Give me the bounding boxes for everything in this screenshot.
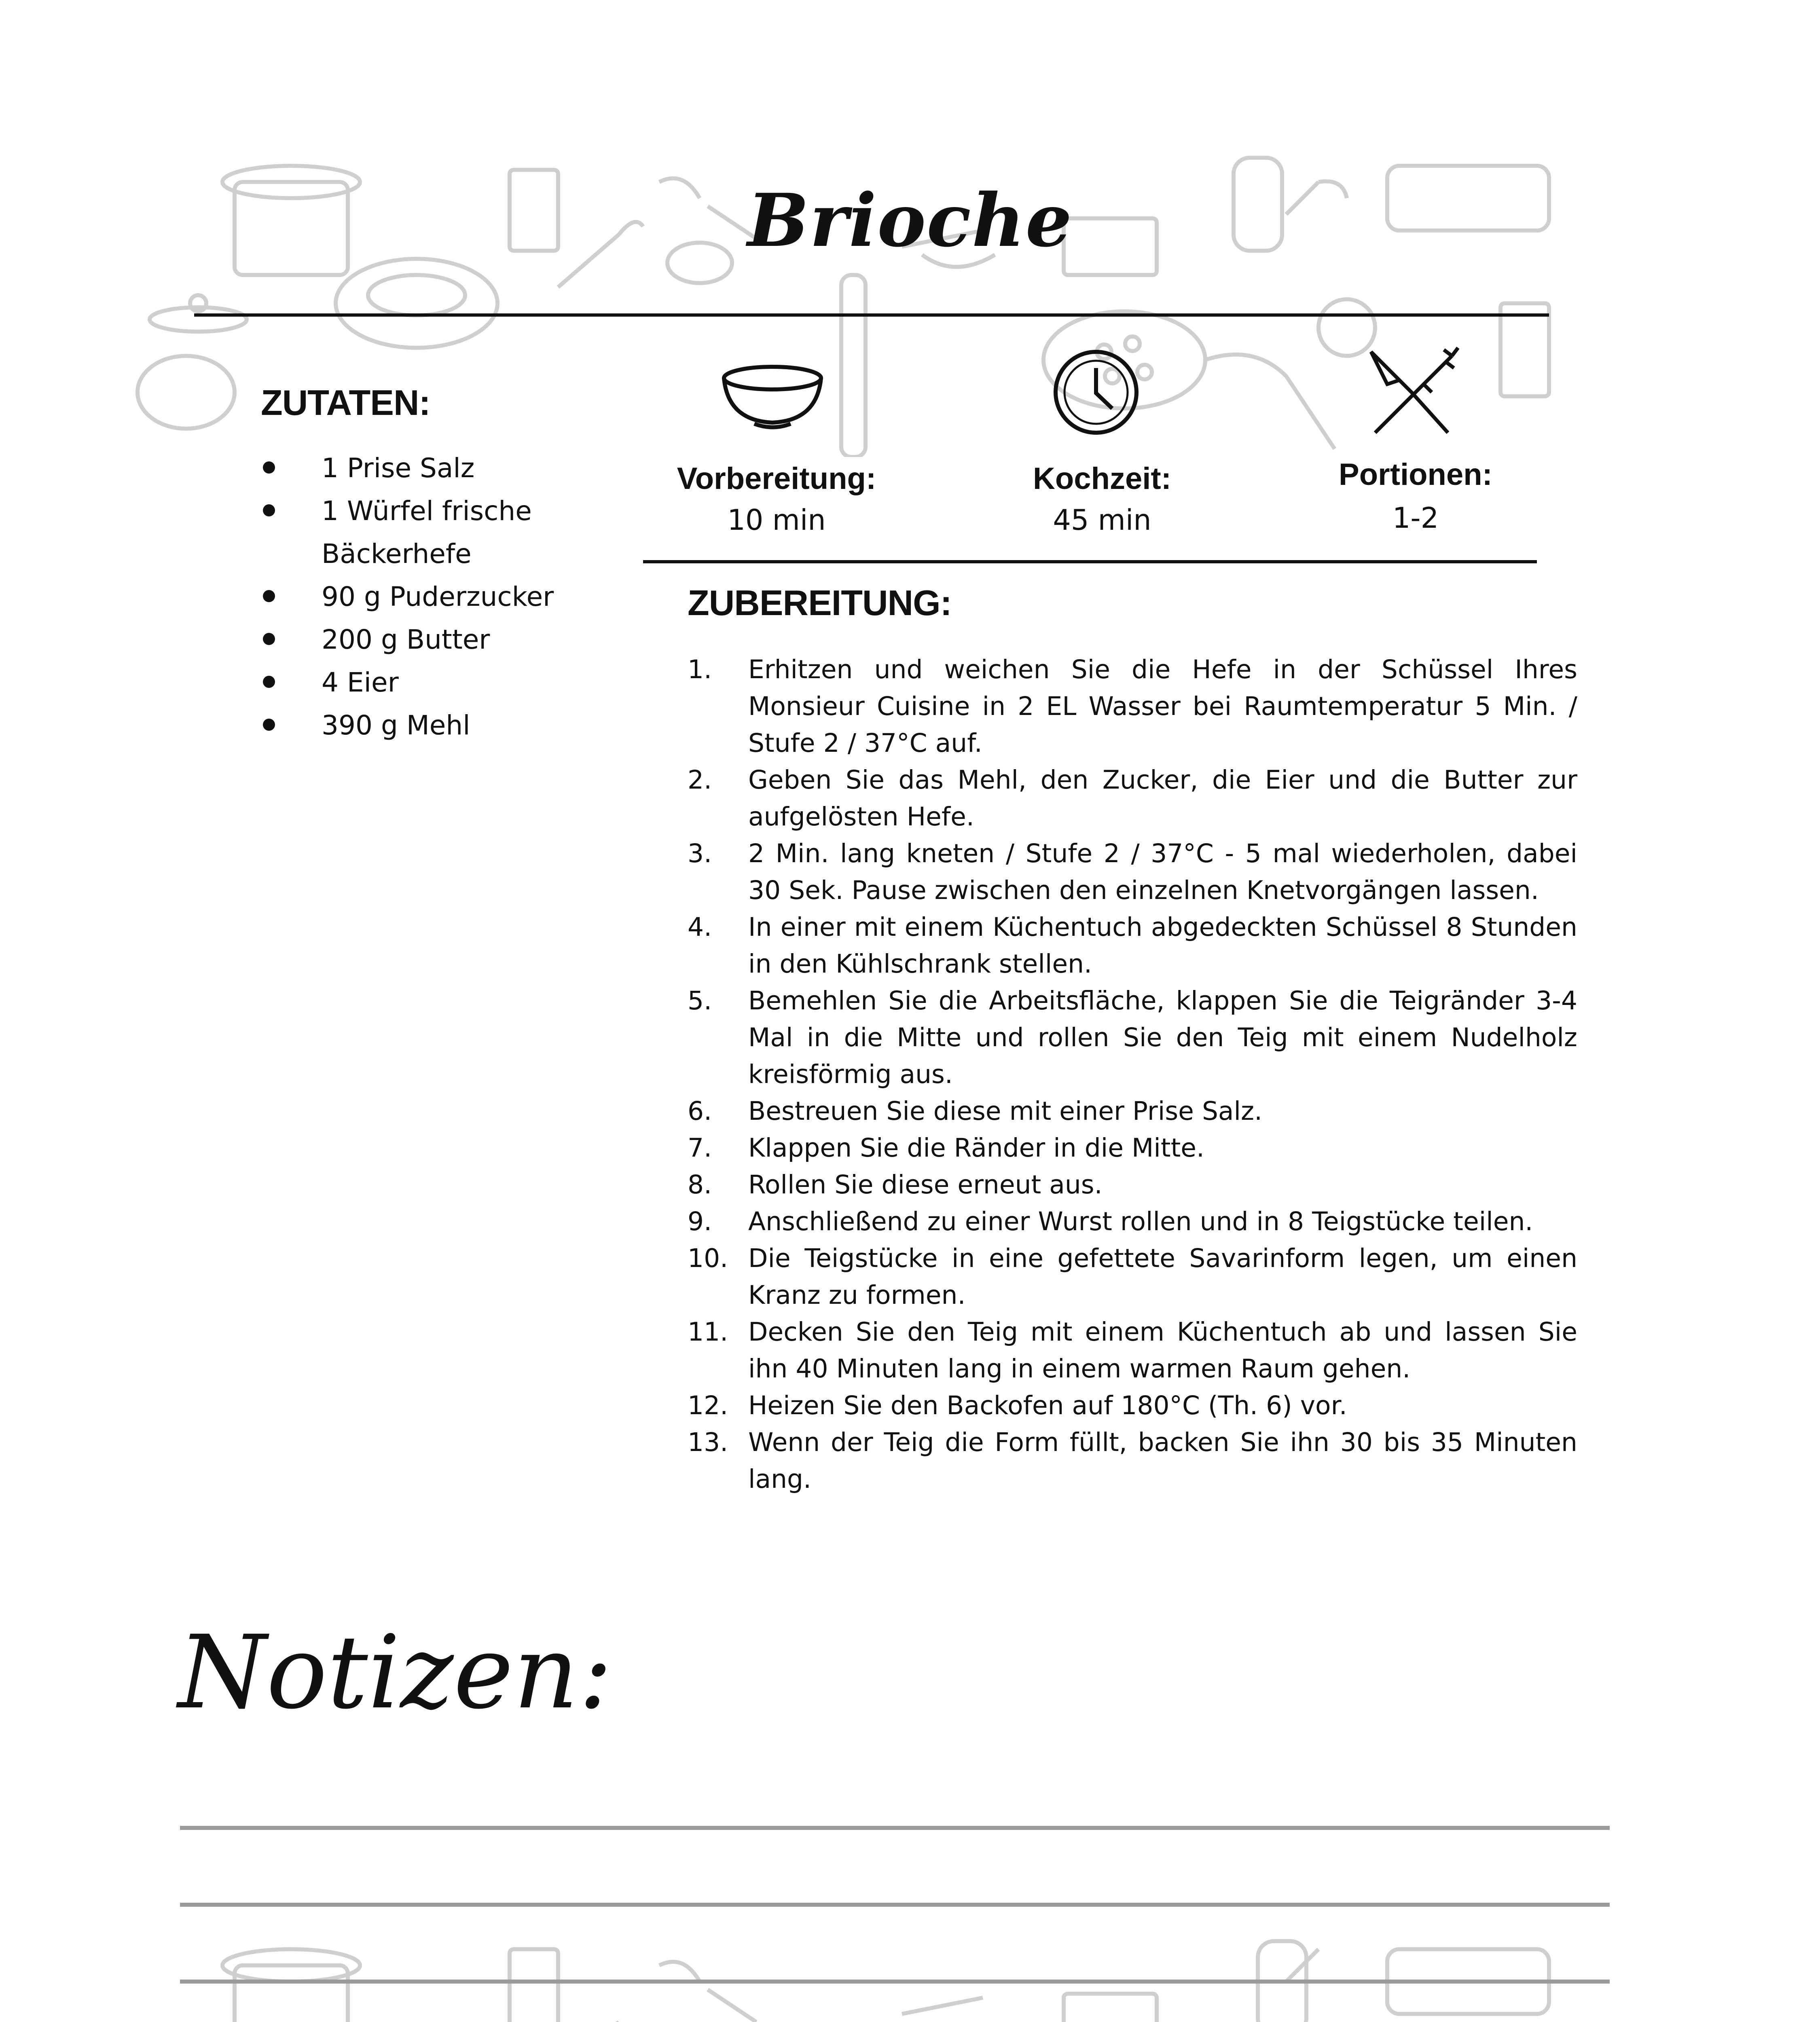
note-line xyxy=(180,1903,1610,1907)
bullet-icon xyxy=(263,461,275,474)
recipe-title: Brioche xyxy=(747,178,1073,263)
bullet-icon xyxy=(263,676,275,688)
step-item: 9. Anschließend zu einer Wurst rollen und in 8 Teigstücke teilen. xyxy=(688,1207,1533,1236)
cook-label: Kochzeit: xyxy=(1033,461,1171,496)
bullet-icon xyxy=(263,633,275,645)
ingredients-heading: ZUTATEN: xyxy=(261,383,430,423)
ingredients-list xyxy=(259,447,623,747)
ingredient-item: 90 g Puderzucker xyxy=(259,575,623,618)
note-line xyxy=(180,1980,1610,1984)
title-divider xyxy=(194,313,1549,317)
notes-title: Notizen: xyxy=(178,1614,613,1731)
step-item: 11. Decken Sie den Teig mit einem Küchentuch ab und lassen Sie ihn 40 Minuten lang in einem warmen Raum gehen. xyxy=(688,1317,1577,1383)
step-item: 6. Bestreuen Sie diese mit einer Prise Salz. xyxy=(688,1096,1263,1126)
servings-value: 1-2 xyxy=(1392,501,1439,535)
step-item: 4. In einer mit einem Küchentuch abgedeckten Schüssel 8 Stunden in den Kühlschrank stellen. xyxy=(688,912,1577,979)
step-item: 8. Rollen Sie diese erneut aus. xyxy=(688,1170,1103,1199)
servings-label: Portionen: xyxy=(1339,457,1492,492)
step-item: 5. Bemehlen Sie die Arbeitsfläche, klappen Sie die Teigränder 3-4 Mal in die Mitte und rollen Sie den Teig mit einem Nudelholz kreisförmig aus. xyxy=(688,986,1577,1089)
ingredient-item: 1 Würfel frische Bäckerhefe xyxy=(259,490,623,575)
step-item: 13. Wenn der Teig die Form füllt, backen Sie ihn 30 bis 35 Minuten lang. xyxy=(688,1428,1577,1494)
step-item: 2. Geben Sie das Mehl, den Zucker, die Eier und die Butter zur aufgelösten Hefe. xyxy=(688,765,1577,831)
step-item: 12. Heizen Sie den Backofen auf 180°C (Th. 6) vor. xyxy=(688,1391,1347,1420)
cook-value: 45 min xyxy=(1053,503,1151,537)
steps-list xyxy=(688,651,1577,1497)
bullet-icon xyxy=(263,504,275,516)
fork-knife-icon xyxy=(1363,344,1460,442)
step-item: 7. Klappen Sie die Ränder in die Mitte. xyxy=(688,1133,1205,1163)
kitchen-illustration-bottom xyxy=(133,1933,1630,2022)
steps-heading: ZUBEREITUNG: xyxy=(688,583,952,623)
ingredient-item: 4 Eier xyxy=(259,661,623,704)
prep-label: Vorbereitung: xyxy=(677,461,876,496)
ingredient-item: 200 g Butter xyxy=(259,618,623,661)
bowl-icon xyxy=(720,364,825,434)
clock-icon xyxy=(1052,348,1141,438)
ingredient-item: 390 g Mehl xyxy=(259,704,623,747)
bullet-icon xyxy=(263,719,275,731)
bullet-icon xyxy=(263,590,275,602)
step-item: 3. 2 Min. lang kneten / Stufe 2 / 37°C - 5 mal wiederholen, dabei 30 Sek. Pause zwischen den einzelnen Knetvorgängen lassen. xyxy=(688,839,1577,905)
prep-value: 10 min xyxy=(727,503,826,537)
note-line xyxy=(180,1826,1610,1830)
ingredient-item: 1 Prise Salz xyxy=(259,447,623,490)
meta-divider xyxy=(643,560,1537,563)
step-item: 10. Die Teigstücke in eine gefettete Savarinform legen, um einen Kranz zu formen. xyxy=(688,1244,1577,1310)
step-item: 1. Erhitzen und weichen Sie die Hefe in der Schüssel Ihres Monsieur Cuisine in 2 EL Wasser bei Raumtemperatur 5 Min. / Stufe 2 / 37°C auf. xyxy=(688,655,1577,758)
